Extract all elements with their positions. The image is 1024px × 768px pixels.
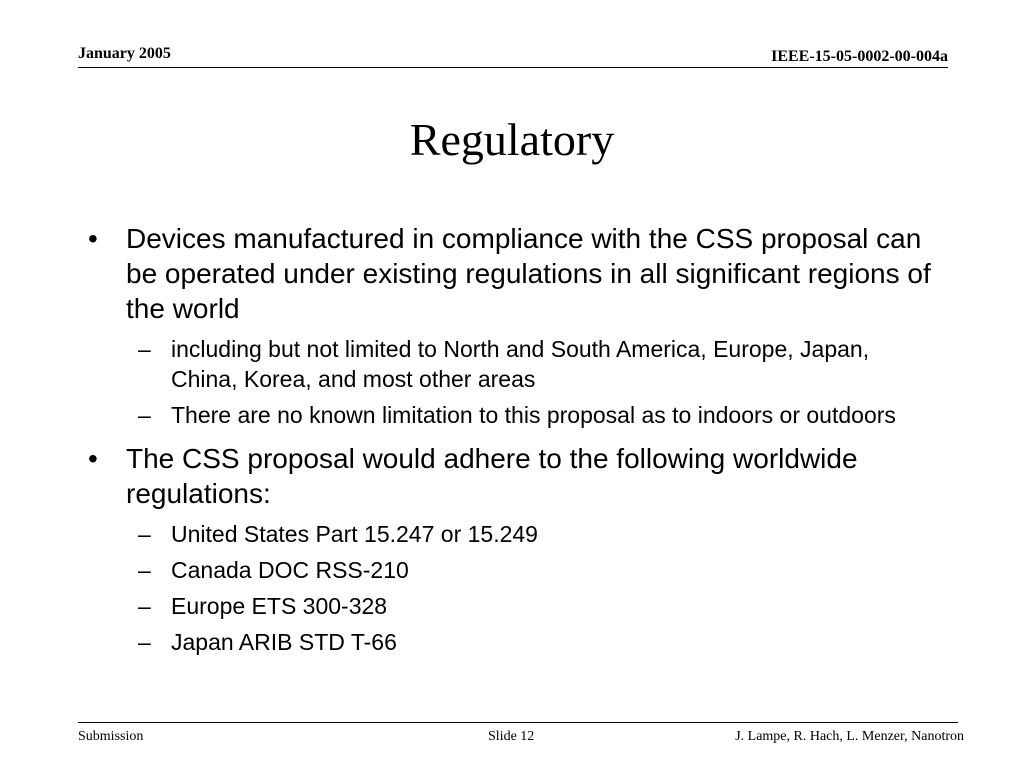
sub-bullet-text: including but not limited to North and South America, Europe, Japan, China, Korea, and most other areas — [171, 336, 870, 392]
footer-authors: J. Lampe, R. Hach, L. Menzer, Nanotron — [735, 729, 964, 744]
bullet-marker: • — [88, 223, 98, 254]
slide-title: Regulatory — [409, 114, 615, 165]
sub-bullet-marker: – — [138, 521, 151, 547]
sub-bullet-item — [88, 519, 938, 549]
bullet-marker: • — [88, 443, 98, 474]
sub-bullet-text: Japan ARIB STD T-66 — [171, 629, 397, 655]
sub-bullet-marker: – — [138, 336, 151, 362]
header-document-id: IEEE-15-05-0002-00-004a — [771, 48, 948, 65]
header-date: January 2005 — [78, 45, 171, 62]
sub-bullet-item — [88, 555, 938, 585]
sub-bullet-marker: – — [138, 402, 151, 428]
sub-bullet-marker: – — [138, 629, 151, 655]
sub-bullet-marker: – — [138, 557, 151, 583]
sub-bullet-item — [88, 627, 938, 657]
bullet-item — [88, 441, 938, 511]
bullet-item — [88, 221, 938, 326]
sub-bullet-text: There are no known limitation to this proposal as to indoors or outdoors — [171, 402, 896, 428]
sub-bullet-text: United States Part 15.247 or 15.249 — [171, 521, 538, 547]
sub-bullet-item — [88, 334, 938, 394]
footer-submission: Submission — [78, 729, 144, 744]
sub-bullet-item — [88, 400, 938, 430]
bullet-text: Devices manufactured in compliance with the CSS proposal can be operated under existing regulations in all significant regions of the world — [126, 223, 931, 324]
sub-bullet-item — [88, 591, 938, 621]
sub-bullet-marker: – — [138, 593, 151, 619]
footer-divider — [78, 722, 958, 723]
footer-slide-number: Slide 12 — [488, 729, 535, 744]
slide-body — [88, 221, 938, 657]
bullet-text: The CSS proposal would adhere to the following worldwide regulations: — [126, 443, 858, 509]
sub-bullet-text: Canada DOC RSS-210 — [171, 557, 409, 583]
header-divider — [78, 67, 948, 68]
sub-bullet-text: Europe ETS 300-328 — [171, 593, 388, 619]
